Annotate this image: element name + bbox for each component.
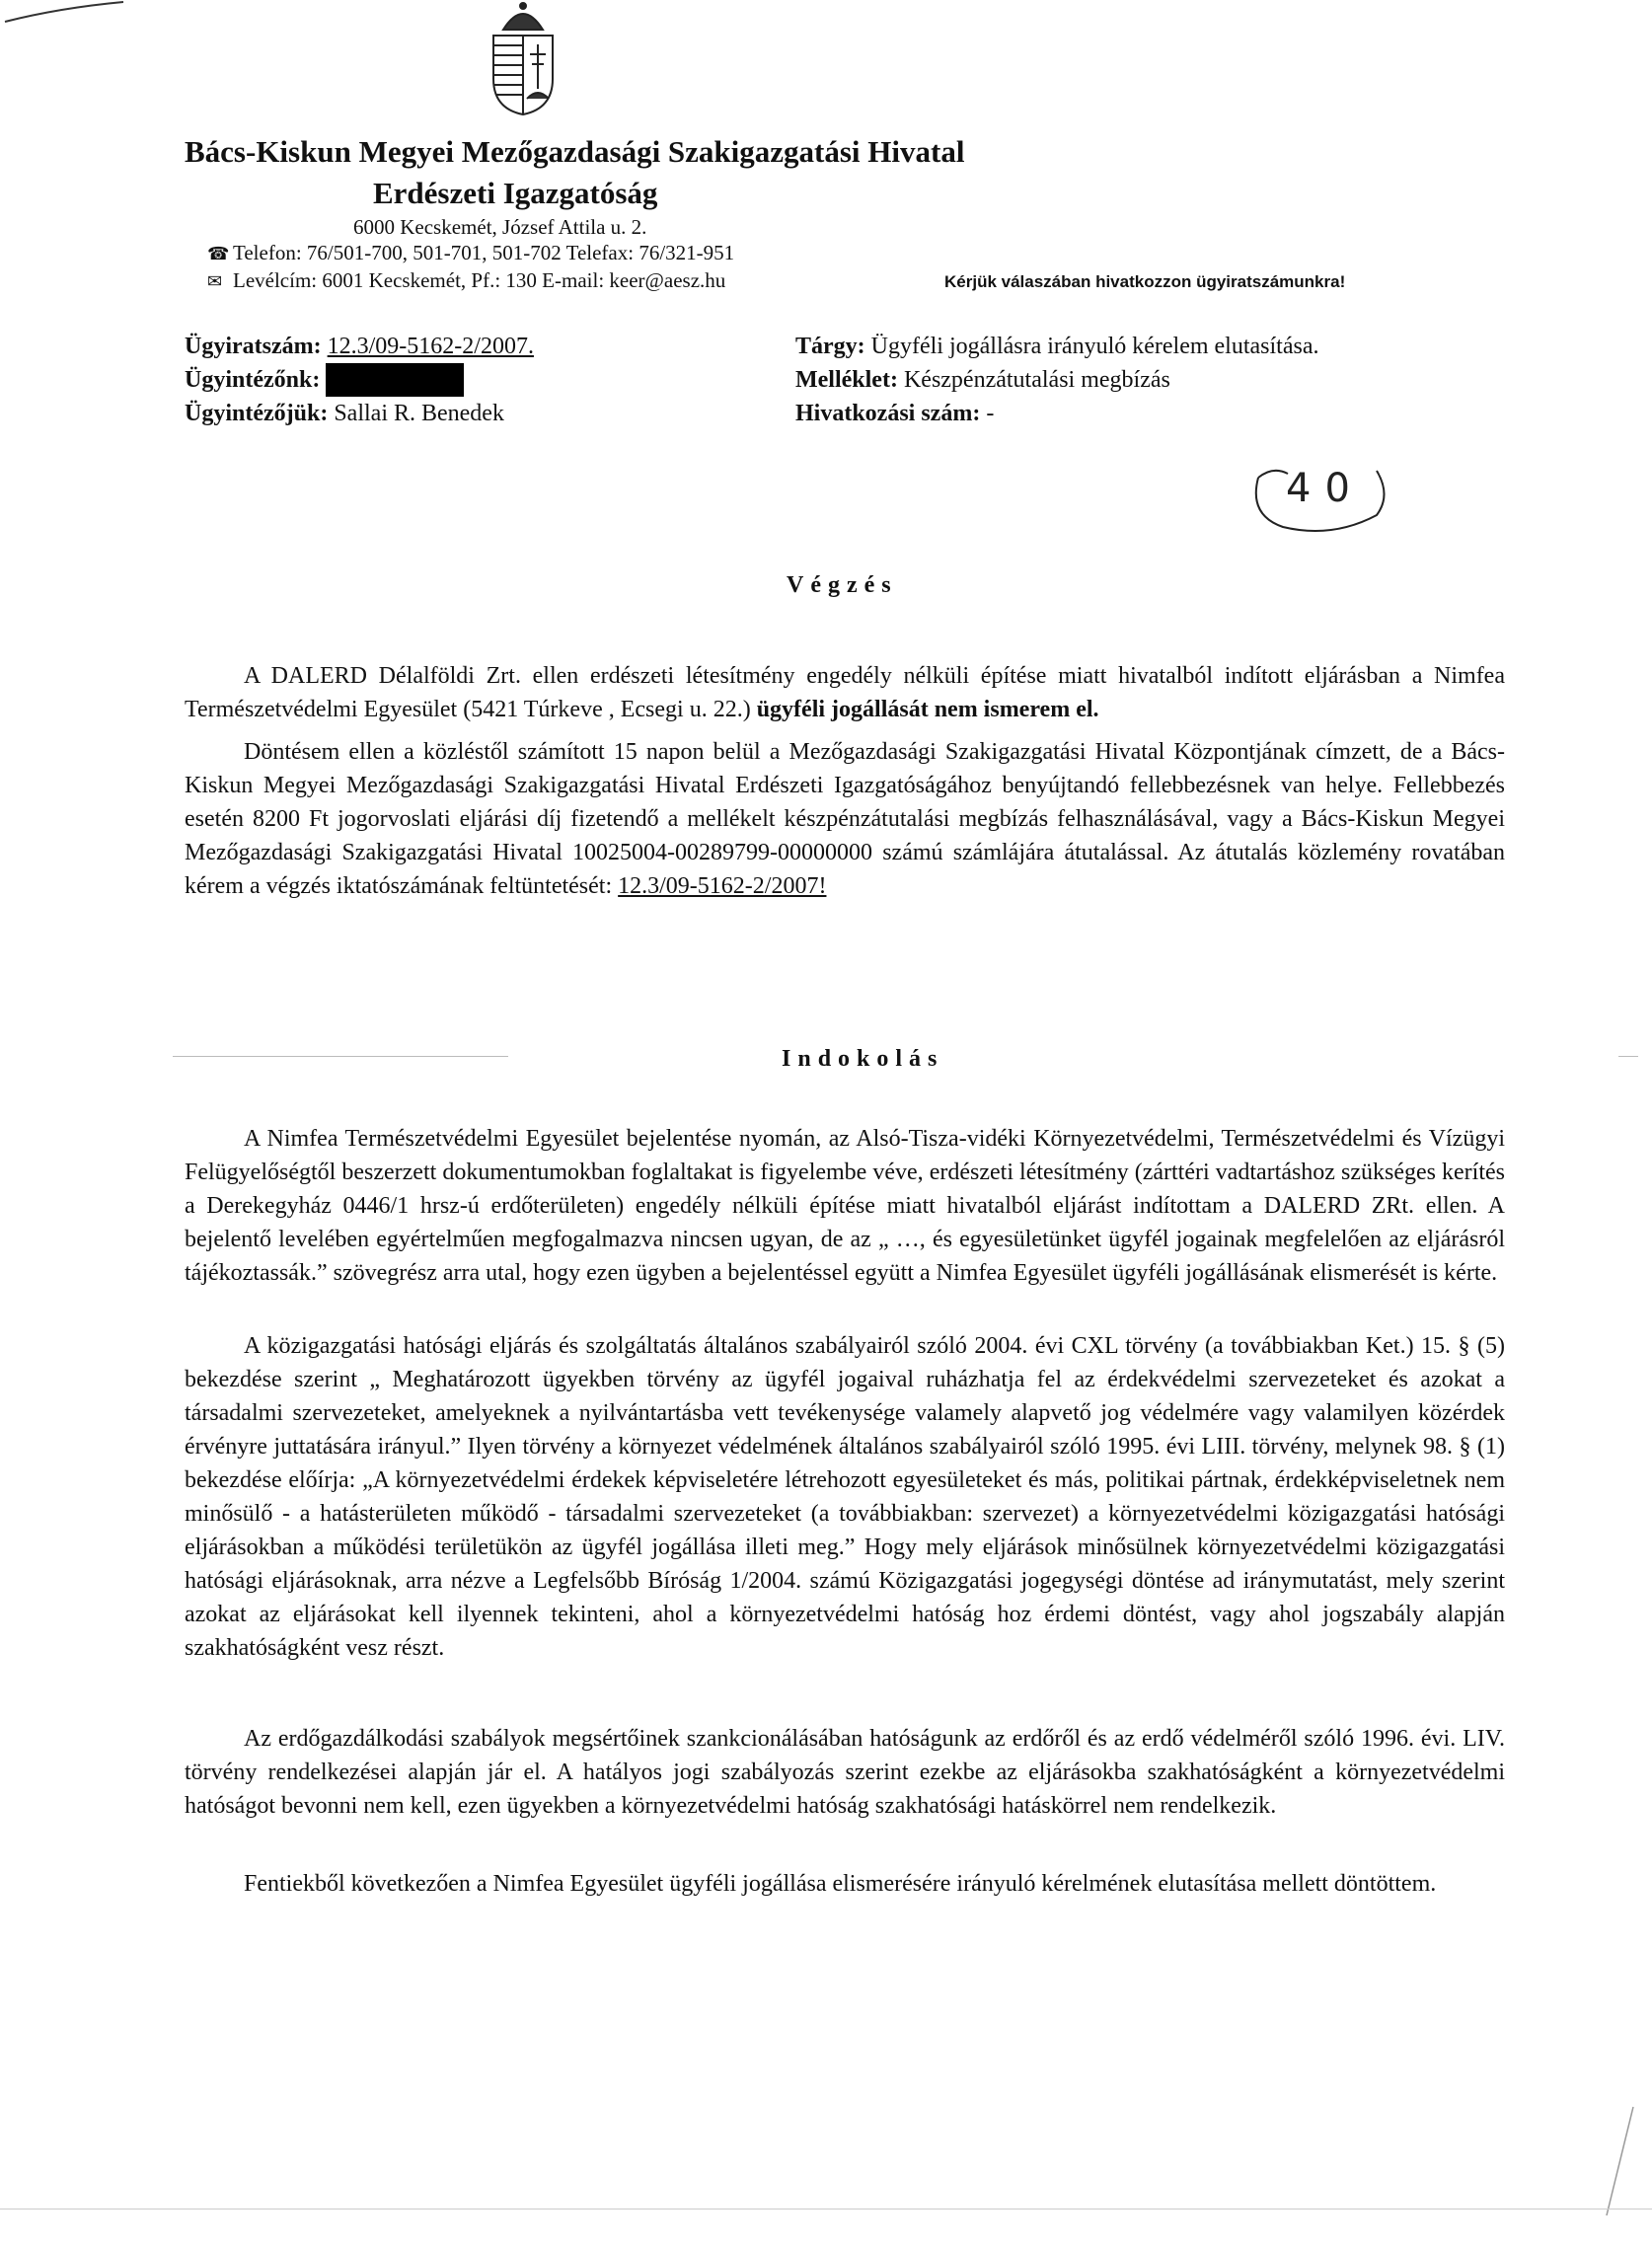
decision-paragraph-1 [185,659,1505,726]
reference-label: Hivatkozási szám: [795,401,981,426]
reasoning-heading: Indokolás [782,1046,944,1072]
mail-line [207,268,725,293]
subject-row [795,330,1319,363]
edge-mark [1599,2102,1638,2220]
phone-text: Telefon: 76/501-700, 501-701, 501-702 Telefax: 76/321-951 [233,241,735,264]
mail-text: Levélcím: 6001 Kecskemét, Pf.: 130 E-mail: keer@aesz.hu [233,268,726,292]
our-clerk-row [185,363,534,397]
subject-label: Tárgy: [795,334,865,359]
telephone-icon: ☎ [207,244,230,263]
handwritten-annotation [1239,456,1396,545]
scan-line-left [173,1056,508,1057]
envelope-icon: ✉ [207,271,223,291]
reasoning-paragraph-2 [185,1329,1505,1665]
attachment-value: Készpénzátutalási megbízás [903,367,1170,393]
case-number-value: 12.3/09-5162-2/2007. [327,334,534,359]
reference-notice: Kérjük válaszában hivatkozzon ügyiratszámunkra! [944,272,1346,291]
their-clerk-row [185,397,534,430]
decision-p1-text: A DALERD Délalföldi Zrt. ellen erdészeti létesítmény engedély nélküli építése miatt hivatalból indított eljárásban a Nimfea Természetvédelmi Egyesület (5421 Túrkeve , Ecsegi u. 22.) [185,663,1505,722]
address: 6000 Kecskemét, József Attila u. 2. [353,215,647,239]
reasoning-p4-text: Fentiekből következően a Nimfea Egyesület ügyféli jogállása elismerésére irányuló kérelmének elutasítása mellett döntöttem. [244,1871,1437,1897]
our-clerk-label: Ügyintézőnk: [185,367,321,393]
reference-value: - [986,401,995,426]
organization-name: Bács-Kiskun Megyei Mezőgazdasági Szakigazgatási Hivatal [185,134,965,169]
attachment-label: Melléklet: [795,367,898,393]
redaction-bar [326,363,464,397]
decision-p1-bold: ügyféli jogállását nem ismerem el. [756,697,1099,722]
scan-line-right [1618,1056,1638,1057]
case-meta-left [185,330,534,430]
coat-of-arms [484,0,563,116]
decision-heading: Végzés [787,572,898,598]
case-meta-right [795,330,1319,430]
reasoning-paragraph-3 [185,1722,1505,1823]
scan-edge-bottom [0,2209,1652,2210]
decision-paragraph-2 [185,735,1505,903]
handwritten-number: 40 [1286,466,1364,511]
case-number-row [185,330,534,363]
reasoning-p1-text: A Nimfea Természetvédelmi Egyesület bejelentése nyomán, az Alsó-Tisza-vidéki Környezetvédelmi, Természetvédelmi és Vízügyi Felügyelőségtől beszerzett dokumentumokban foglaltakat is figyelembe véve, erdészeti létesítmény (zárttéri vadtartáshoz szükséges kerítés a Derekegyház 0446/1 hrsz-ú erdőterületen) engedély nélküli építése miatt hivatalból eljárást indítottam a DALERD ZRt. ellen. A bejelentő levelében egyértelműen megfogalmazva nincsen ugyan, de az „ …, és egyesületünket ügyfél jogainak megfelelően az eljárásról tájékoztassák.” szövegrész arra utal, hogy ezen ügyben a bejelentéssel együtt a Nimfea Egyesület ügyféli jogállásának elismerését is kérte. [185,1126,1505,1286]
reasoning-paragraph-4 [185,1867,1505,1901]
phone-line [207,241,734,265]
pen-mark [0,0,128,39]
reasoning-p2-text: A közigazgatási hatósági eljárás és szolgáltatás általános szabályairól szóló 2004. évi CXL törvény (a továbbiakban Ket.) 15. § (5) bekezdése szerint „ Meghatározott ügyekben törvény az ügyfél jogaival ruházhatja fel az érdekvédelmi szervezeteket és azokat a társadalmi szervezeteket, amelyeknek a nyilvántartásba vett tevékenysége valamely alapvető jog védelmére vagy valamilyen közérdek érvényre juttatására irányul.” Ilyen törvény a környezet védelmének általános szabályairól szóló 1995. évi LIII. törvény, melynek 98. § (1) bekezdése előírja: „A környezetvédelmi érdekek képviseletére létrehozott egyesületeket és más, politikai pártnak, érdekképviseletnek nem minősülő - a hatásterületen működő - társadalmi szervezeteket (a továbbiakban: szervezet) a környezetvédelmi közigazgatási hatósági eljárásokban a működési területükön az ügyfél jogállása illeti meg.” Hogy mely eljárások minősülnek környezetvédelmi közigazgatási hatósági eljárásoknak, arra nézve a Legfelsőbb Bíróság 1/2004. számú Közigazgatási jogegységi döntése ad iránymutatást, mely szerint azokat az eljárásokat kell ilyennek tekinteni, ahol a környezetvédelmi hatóság hoz érdemi döntést, vagy ahol jogszabály alapján szakhatóságként vesz részt. [185,1333,1505,1661]
decision-p2-ref: 12.3/09-5162-2/2007! [618,873,827,899]
their-clerk-value: Sallai R. Benedek [334,401,504,426]
reasoning-p3-text: Az erdőgazdálkodási szabályok megsértőinek szankcionálásában hatóságunk az erdőről és az erdő védelméről szóló 1996. évi. LIV. törvény rendelkezései alapján jár el. A hatályos jogi szabályozás szerint ezekbe az eljárásokba szakhatóságként a környezetvédelmi hatóságot bevonni nem kell, ezen ügyekben a környezetvédelmi hatóság szakhatósági hatáskörrel nem rendelkezik. [185,1726,1505,1819]
their-clerk-label: Ügyintézőjük: [185,401,329,426]
directorate-name: Erdészeti Igazgatóság [373,176,658,210]
case-number-label: Ügyiratszám: [185,334,322,359]
attachment-row [795,363,1319,397]
reference-row [795,397,1319,430]
subject-value: Ügyféli jogállásra irányuló kérelem elutasítása. [870,334,1319,359]
reasoning-paragraph-1 [185,1122,1505,1290]
decision-p2-text: Döntésem ellen a közléstől számított 15 napon belül a Mezőgazdasági Szakigazgatási Hivatal Központjának címzett, de a Bács-Kiskun Megyei Mezőgazdasági Szakigazgatási Hivatal Erdészeti Igazgatóságához benyújtandó fellebbezésnek van helye. Fellebbezés esetén 8200 Ft jogorvoslati eljárási díj fizetendő a mellékelt készpénzátutalási megbízás felhasználásával, vagy a Bács-Kiskun Megyei Mezőgazdasági Szakigazgatási Hivatal 10025004-00289799-00000000 számú számlájára átutalással. Az átutalás közlemény rovatában kérem a végzés iktatószámának feltüntetését: [185,739,1505,899]
